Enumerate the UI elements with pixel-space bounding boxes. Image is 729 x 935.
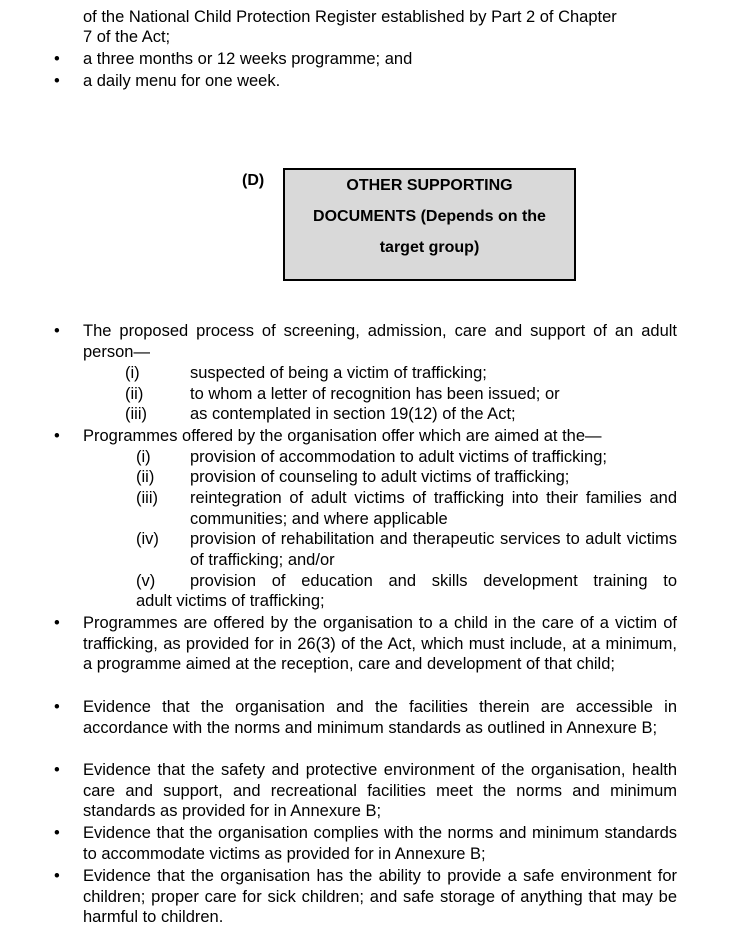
sub-item-number: (ii) xyxy=(125,385,144,403)
bullet-icon: • xyxy=(54,761,60,779)
bullet-icon: • xyxy=(54,427,60,445)
sub-item-number: (iii) xyxy=(125,405,147,423)
sub-item-text: provision of rehabilitation and therapeutic services to adult victims of trafficking; and/or xyxy=(190,530,677,569)
sub-item-text: provision of education and skills development training to xyxy=(190,572,677,590)
list-item: Programmes are offered by the organisation to a child in the care of a victim of trafficking, as provided for in 26(3) of the Act, which must include, at a minimum, a programme aimed at the reception, care and development of that child; xyxy=(83,614,677,673)
sub-item-text: provision of counseling to adult victims of trafficking; xyxy=(190,468,570,486)
section-title: target group) xyxy=(379,239,480,256)
section-label: (D) xyxy=(242,172,265,189)
sub-item-number: (i) xyxy=(125,364,140,382)
bullet-icon: • xyxy=(54,50,60,68)
section-title: OTHER SUPPORTING xyxy=(346,177,513,194)
bullet-icon: • xyxy=(54,867,60,885)
list-item: Evidence that the organisation complies with the norms and minimum standards to accommodate victims as provided for in Annexure B; xyxy=(83,824,677,863)
list-item: Evidence that the safety and protective environment of the organisation, health care and support, and recreational facilities meet the norms and minimum standards as provided for in Annexure B; xyxy=(83,761,677,820)
sub-item-number: (v) xyxy=(136,572,156,590)
sub-item-text: adult victims of trafficking; xyxy=(136,592,325,610)
continuation-text: of the National Child Protection Register established by Part 2 of Chapter xyxy=(83,8,617,26)
sub-item-number: (ii) xyxy=(136,468,155,486)
sub-item-text: to whom a letter of recognition has been issued; or xyxy=(190,385,560,403)
list-item: The proposed process of screening, admission, care and support of an adult person— xyxy=(83,322,677,361)
bullet-icon: • xyxy=(54,614,60,632)
sub-item-text: provision of accommodation to adult victims of trafficking; xyxy=(190,448,607,466)
list-item: Evidence that the organisation has the ability to provide a safe environment for children; proper care for sick children; and safe storage of anything that may be harmful to children. xyxy=(83,867,677,926)
continuation-text: 7 of the Act; xyxy=(83,28,171,46)
list-item: a three months or 12 weeks programme; and xyxy=(83,50,413,68)
list-item: a daily menu for one week. xyxy=(83,72,281,90)
sub-item-text: reintegration of adult victims of trafficking into their families and communities; and where applicable xyxy=(190,489,677,528)
sub-item-number: (i) xyxy=(136,448,151,466)
sub-item-text: as contemplated in section 19(12) of the Act; xyxy=(190,405,516,423)
list-item: Programmes offered by the organisation offer which are aimed at the— xyxy=(83,427,602,445)
sub-item-number: (iii) xyxy=(136,489,158,507)
section-title-box xyxy=(283,168,576,281)
bullet-icon: • xyxy=(54,824,60,842)
sub-item-text: suspected of being a victim of trafficking; xyxy=(190,364,487,382)
bullet-icon: • xyxy=(54,72,60,90)
bullet-icon: • xyxy=(54,698,60,716)
list-item: Evidence that the organisation and the facilities therein are accessible in accordance with the norms and minimum standards as outlined in Annexure B; xyxy=(83,698,677,737)
sub-item-number: (iv) xyxy=(136,530,159,548)
section-title: DOCUMENTS (Depends on the xyxy=(313,208,546,225)
bullet-icon: • xyxy=(54,322,60,340)
